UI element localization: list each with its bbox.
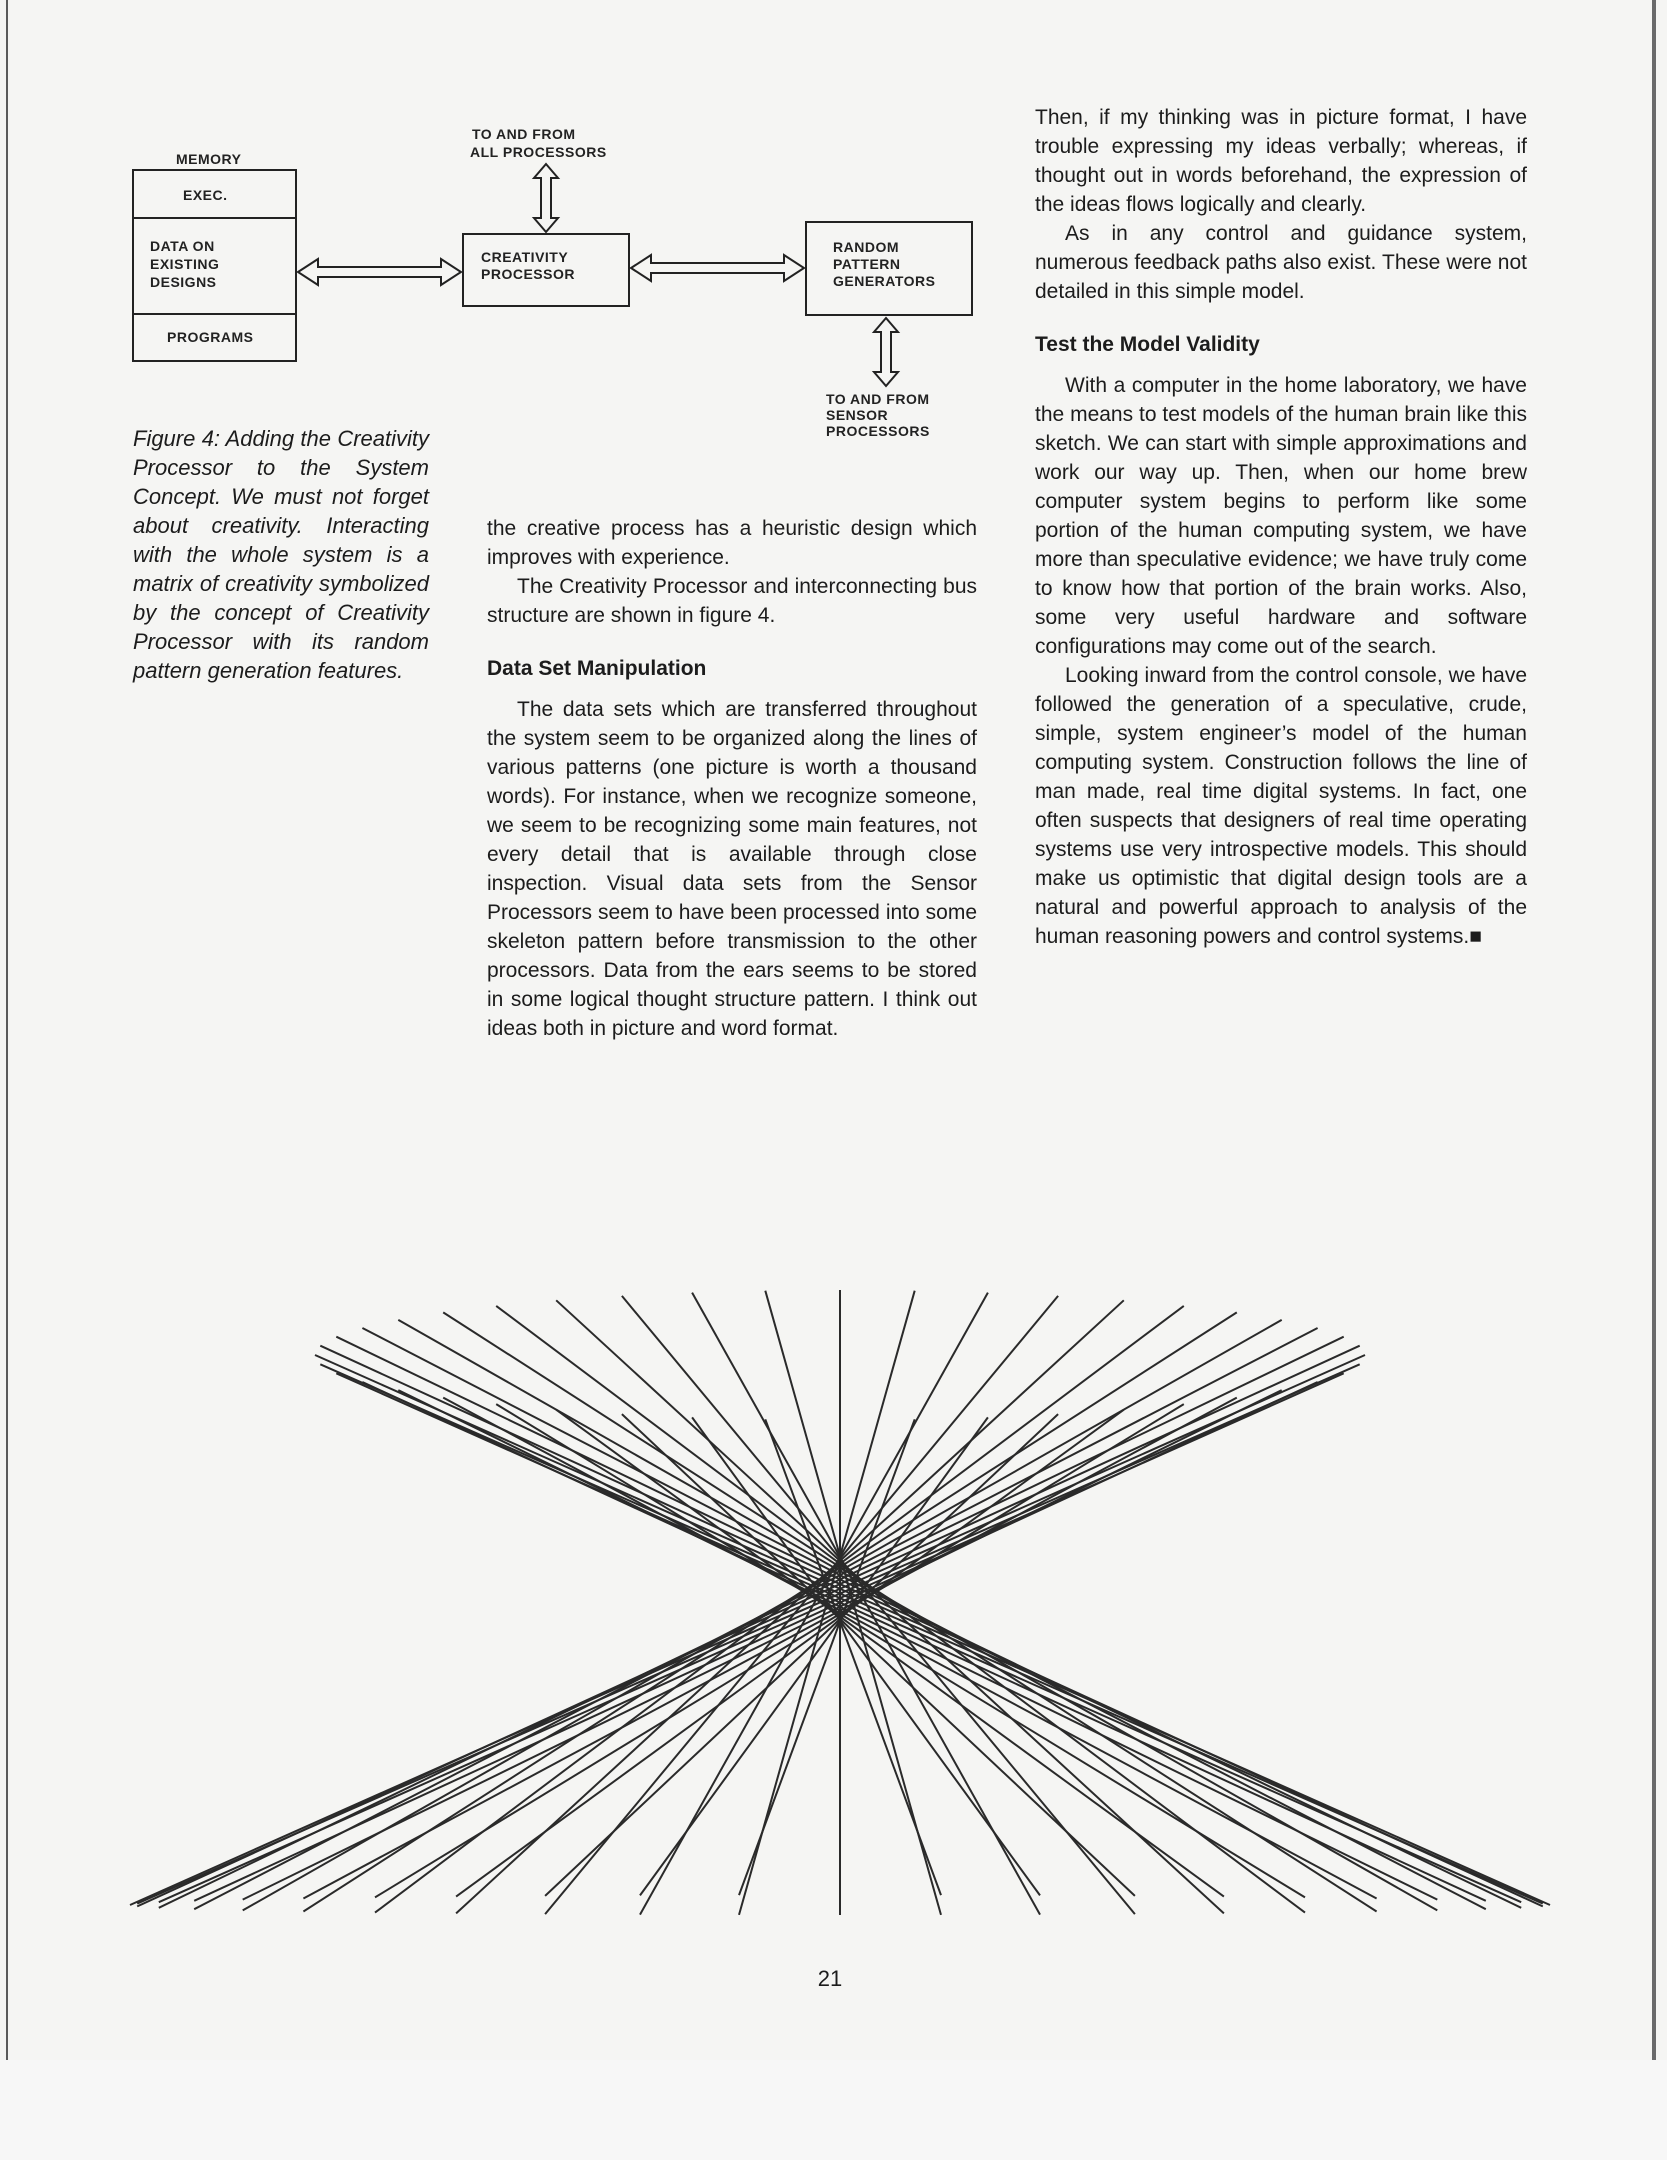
string-line xyxy=(443,1398,1376,1899)
string-line xyxy=(692,1293,1040,1915)
string-line xyxy=(315,1355,1550,1905)
random-label-line1: RANDOM xyxy=(833,239,899,255)
string-line xyxy=(692,1417,1040,1895)
col3-paragraph-4-text: Looking inward from the control console, we have followed the generation of a speculative, crude, simple, system engineer’s model of the human computing system. Construction follows the line of man made, real time digital systems. In fact, one often suspects that designers of real time operating systems use very introspective models. This should make us optimistic that digital design tools are a natural and powerful approach to analysis of the human reasoning powers and control systems. xyxy=(1035,664,1527,948)
string-line xyxy=(556,1410,1224,1897)
string-line xyxy=(456,1410,1124,1897)
page-number: 21 xyxy=(817,1966,843,1991)
exec-label: EXEC. xyxy=(183,187,228,203)
random-label-line2: PATTERN xyxy=(833,256,901,272)
col2-paragraph-1: the creative process has a heuristic design which improves with experience. xyxy=(487,517,977,569)
string-line xyxy=(556,1300,1224,1913)
creativity-label-line1: CREATIVITY xyxy=(481,249,569,265)
top-bus-label-line2: ALL PROCESSORS xyxy=(470,144,607,160)
section-heading-data-set-manipulation: Data Set Manipulation xyxy=(487,657,707,680)
col3-paragraph-2: As in any control and guidance system, numerous feedback paths also exist. These were not detailed in this simple model. xyxy=(1035,222,1527,303)
memory-label: MEMORY xyxy=(176,151,242,167)
random-label-line3: GENERATORS xyxy=(833,273,936,289)
string-line xyxy=(194,1328,1317,1909)
col2-paragraph-3: The data sets which are transferred throughout the system seem to be organized along the lines of various patterns (one picture is worth a thousand words). For instance, when we recognize someone, we seem to be recognizing some main features, not every detail that is available through close inspection. Visual data sets from the Sensor Processors seem to have been processed into some skeleton pattern before transmission to the other processors. Data from the ears seems to be stored in some logical thought structure pattern. I think out ideas both in picture and word format. xyxy=(487,698,977,1040)
sensor-label-line2: SENSOR xyxy=(826,407,889,423)
string-line xyxy=(375,1404,1184,1897)
end-of-article-mark: ■ xyxy=(1469,925,1482,948)
creativity-label-line2: PROCESSOR xyxy=(481,266,575,282)
sensor-label-line3: PROCESSORS xyxy=(826,423,930,439)
figure-4-caption: Figure 4: Adding the Creativity Processor to the System Concept. We must not forget about creativity. Interacting with the whole system is a matrix of creativity symbolized by the concept of Creativity Processor with its random pattern generation features. xyxy=(133,426,429,683)
string-line xyxy=(545,1296,1058,1914)
string-line xyxy=(159,1337,1344,1908)
string-line xyxy=(622,1296,1135,1914)
string-line xyxy=(303,1398,1236,1899)
string-line xyxy=(496,1404,1305,1897)
col3-paragraph-3: With a computer in the home laboratory, we have the means to test models of the human brain like this sketch. We can start with simple approximations and work our way up. Then, when our home brew computer system begins to perform like some portion of the human computing system, we have more than speculative evidence; we have truly come to know how that portion of the brain works. Also, some very useful hardware and software configurations may come out of the search. xyxy=(1035,374,1527,658)
string-line xyxy=(130,1355,1365,1905)
string-line xyxy=(640,1293,988,1915)
string-line xyxy=(398,1320,1437,1911)
data-label-line2: EXISTING xyxy=(150,256,220,272)
programs-label: PROGRAMS xyxy=(167,329,254,345)
sensor-label-line1: TO AND FROM xyxy=(826,391,930,407)
string-line xyxy=(640,1417,988,1895)
data-label-line1: DATA ON xyxy=(150,238,215,254)
col2-paragraph-2: The Creativity Processor and interconnecting bus structure are shown in figure 4. xyxy=(487,575,977,627)
section-heading-test-the-model-validity: Test the Model Validity xyxy=(1035,333,1260,356)
top-bus-label-line1: TO AND FROM xyxy=(472,126,576,142)
data-label-line3: DESIGNS xyxy=(150,274,217,290)
col3-paragraph-1: Then, if my thinking was in picture format, I have trouble expressing my ideas verbally; whereas, if thought out in words beforehand, the expression of the ideas flows logically and clearly. xyxy=(1035,106,1527,216)
string-line xyxy=(137,1346,1360,1907)
